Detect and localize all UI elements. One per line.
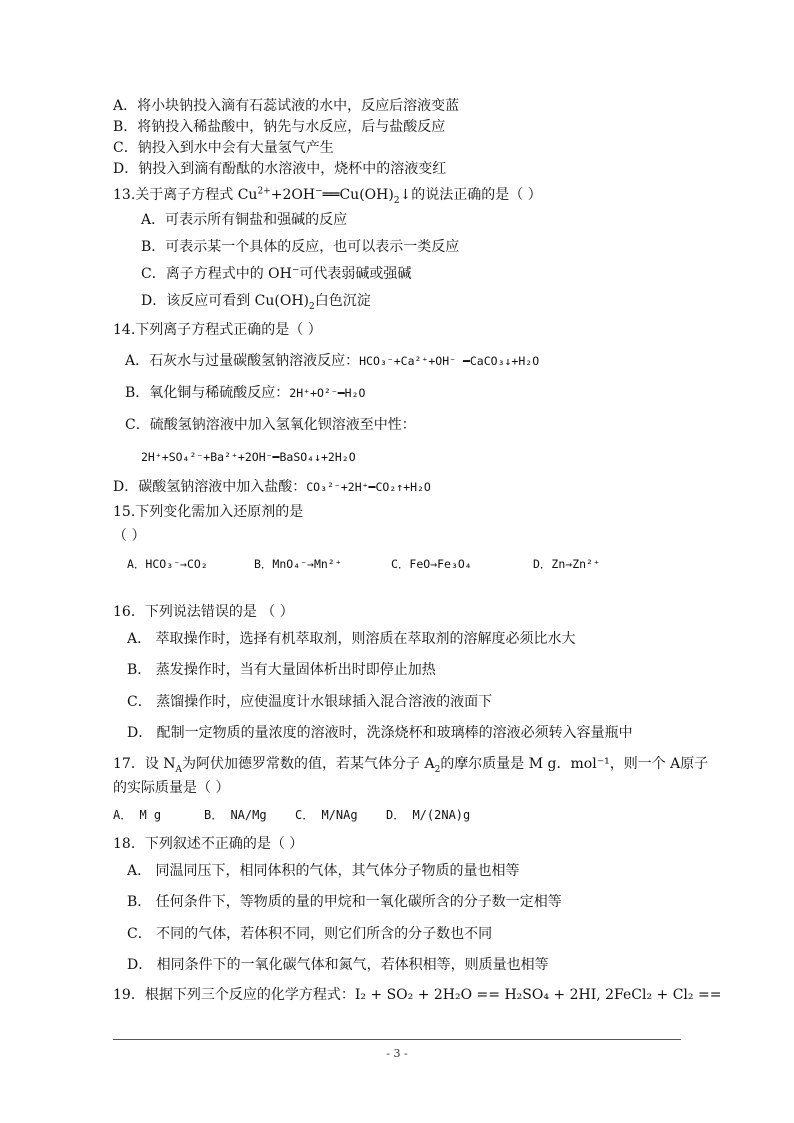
footer-divider xyxy=(113,1039,681,1040)
q18-stem: 18．下列叙述不正确的是（ ） xyxy=(113,836,304,852)
q15-paren: （ ） xyxy=(113,528,146,544)
q13-option-a: A．可表示所有铜盐和强碱的反应 xyxy=(141,212,348,228)
q13-option-b: B．可表示某一个具体的反应，也可以表示一类反应 xyxy=(141,239,460,255)
q14-option-c: C．硫酸氢钠溶液中加入氢氧化钡溶液至中性： xyxy=(125,417,416,433)
q17-option-c: C． M/NAg xyxy=(295,808,358,822)
q12-option-c: C．钠投入到水中会有大量氢气产生 xyxy=(113,140,334,156)
q14-stem: 14.下列离子方程式正确的是（ ） xyxy=(113,322,322,338)
q15-option-a: A．HCO₃⁻→CO₂ xyxy=(127,557,208,571)
q16-stem: 16．下列说法错误的是 （ ） xyxy=(113,604,294,620)
q15-stem: 15.下列变化需加入还原剂的是 xyxy=(113,504,304,520)
q18-option-d: D． 相同条件下的一氧化碳气体和氮气，若体积相等，则质量也相等 xyxy=(127,957,549,973)
q14-option-b: B．氧化铜与稀硫酸反应：2H⁺+O²⁻━H₂O xyxy=(125,385,366,401)
q15-option-c: C．FeO→Fe₃O₄ xyxy=(391,557,472,571)
q16-option-c: C． 蒸馏操作时，应使温度计水银球插入混合溶液的液面下 xyxy=(127,694,493,710)
q14-option-a: A．石灰水与过量碳酸氢钠溶液反应：HCO₃⁻+Ca²⁺+OH⁻ ━CaCO₃↓+H₂O xyxy=(125,353,540,369)
q12-option-d: D．钠投入到滴有酚酞的水溶液中，烧杯中的溶液变红 xyxy=(113,161,447,177)
q16-option-a: A． 萃取操作时，选择有机萃取剂，则溶质在萃取剂的溶解度必须比水大 xyxy=(127,631,576,647)
q15-option-d: D．Zn→Zn²⁺ xyxy=(533,557,600,571)
q17-option-d: D． M/(2NA)g xyxy=(386,808,471,822)
q12-option-a: A．将小块钠投入滴有石蕊试液的水中，反应后溶液变蓝 xyxy=(113,98,460,114)
q18-option-c: C． 不同的气体，若体积不同，则它们所含的分子数也不同 xyxy=(127,926,493,942)
q13-stem: 13.关于离子方程式 $Cu^{2+}+2OH^-══Cu(OH)_2↓$的说法正确的是（ ） xyxy=(113,186,542,206)
q17-stem-line1: 17．设 $N_A$为阿伏加德罗常数的值，若某气体分子 $A_2$的摩尔质量是 M g．mol⁻¹，则一个 A原子 xyxy=(113,756,709,775)
q15-option-b: B．MnO₄⁻→Mn²⁺ xyxy=(254,557,342,571)
q14-option-d: D．碳酸氢钠溶液中加入盐酸：CO₃²⁻+2H⁺━CO₂↑+H₂O xyxy=(113,479,431,495)
q17-stem-line2: 的实际质量是（ ） xyxy=(113,780,230,796)
q13-option-c: C．离子方程式中的 OH−可代表弱碱或强碱 xyxy=(141,265,412,282)
q14-option-c-equation: 2H⁺+SO₄²⁻+Ba²⁺+2OH⁻━BaSO₄↓+2H₂O xyxy=(141,450,356,464)
q18-option-a: A． 同温同压下，相同体积的气体，其气体分子物质的量也相等 xyxy=(127,863,520,879)
q16-option-d: D． 配制一定物质的量浓度的溶液时，洗涤烧杯和玻璃棒的溶液必须转入容量瓶中 xyxy=(127,725,633,741)
q16-option-b: B． 蒸发操作时，当有大量固体析出时即停止加热 xyxy=(127,662,436,678)
page-number: - 3 - xyxy=(386,1047,408,1060)
q12-option-b: B．将钠投入稀盐酸中，钠先与水反应，后与盐酸反应 xyxy=(113,119,446,135)
q13-option-d: D．该反应可看到 $Cu(OH)_2$白色沉淀 xyxy=(141,293,371,312)
q18-option-b: B． 任何条件下，等物质的量的甲烷和一氧化碳所含的分子数一定相等 xyxy=(127,894,562,910)
q19-stem: 19．根据下列三个反应的化学方程式：I₂ + SO₂ + 2H₂O == H₂SO₄ + 2HI, 2FeCl₂ + Cl₂ == xyxy=(113,987,722,1003)
q17-option-a: A． M g xyxy=(113,808,162,822)
q17-option-b: B． NA/Mg xyxy=(204,808,267,822)
